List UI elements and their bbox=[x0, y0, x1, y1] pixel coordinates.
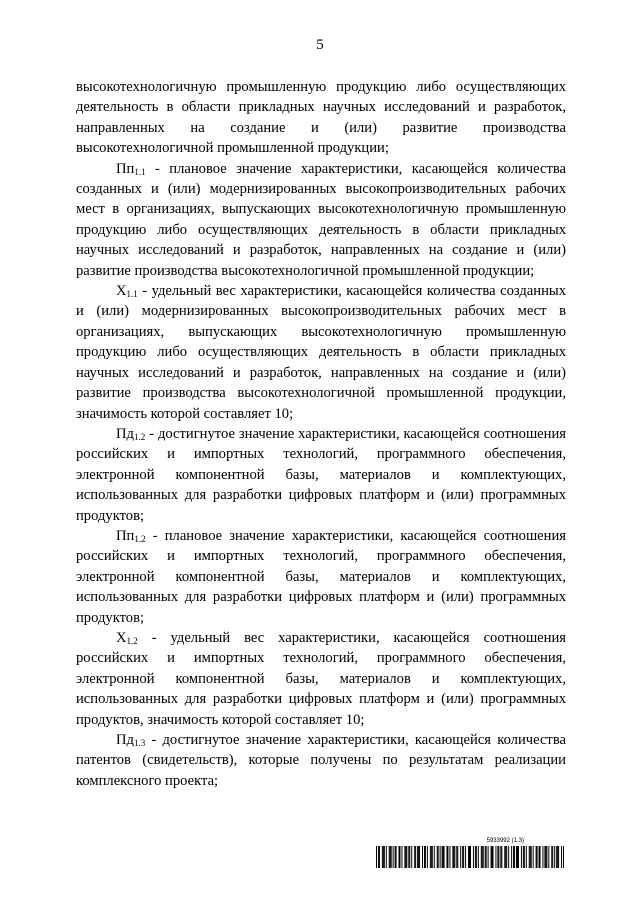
barcode-bar bbox=[393, 846, 394, 868]
barcode-bar bbox=[516, 846, 517, 868]
barcode-bar bbox=[383, 846, 384, 868]
document-body bbox=[76, 77, 566, 791]
barcode-bar bbox=[514, 846, 515, 868]
barcode-bar bbox=[523, 846, 524, 868]
barcode-bar bbox=[440, 846, 441, 868]
barcode-bar bbox=[401, 846, 402, 868]
barcode-bar bbox=[505, 846, 506, 868]
paragraph-text: - плановое значение характеристики, касающейся соотношения российских и импортных технологий, программного обеспечения, электронной компонентной базы, материалов и комплектующих, использованных для разработки цифровых платформ и (или) программных продуктов; bbox=[76, 527, 566, 626]
barcode-bar bbox=[384, 846, 385, 868]
barcode-bar bbox=[424, 846, 425, 868]
barcode-bar bbox=[552, 846, 553, 868]
paragraph bbox=[76, 77, 566, 159]
barcode-bar bbox=[400, 846, 401, 868]
barcode-bar bbox=[558, 846, 559, 868]
barcode-bar bbox=[529, 846, 530, 868]
barcode-bar bbox=[476, 846, 477, 868]
paragraph bbox=[76, 281, 566, 424]
barcode-bar bbox=[414, 846, 415, 868]
barcode-bar bbox=[404, 846, 405, 868]
barcode-bar bbox=[517, 846, 518, 868]
barcode-bar bbox=[454, 846, 455, 868]
barcode-bar bbox=[438, 846, 439, 868]
variable-symbol: Пп bbox=[116, 160, 135, 177]
barcode-bar bbox=[518, 846, 519, 868]
variable-symbol: Х bbox=[116, 629, 127, 646]
barcode-bar bbox=[405, 846, 406, 868]
barcode-bar bbox=[554, 846, 555, 868]
barcode-bar bbox=[431, 846, 432, 868]
paragraph-text: высокотехнологичную промышленную продукцию либо осуществляющих деятельность в области прикладных научных исследований и разработок, направленных на создание и (или) развитие производства высокотехнологичной промышленной продукции; bbox=[76, 79, 566, 157]
barcode-bar bbox=[546, 846, 547, 868]
barcode-bar bbox=[452, 846, 453, 868]
paragraph bbox=[76, 628, 566, 730]
barcode-bar bbox=[500, 846, 501, 868]
barcode-bar bbox=[465, 846, 466, 868]
barcode-bar bbox=[422, 846, 423, 868]
barcode-bar bbox=[544, 846, 545, 868]
variable-subscript: 1.2 bbox=[134, 533, 146, 544]
barcode bbox=[376, 846, 564, 868]
barcode-bar bbox=[563, 846, 564, 868]
barcode-bar bbox=[497, 846, 498, 868]
paragraph-text: - удельный вес характеристики, касающейся соотношения российских и импортных технологий, программного обеспечения, электронной компонентной базы, материалов и комплектующих, использованных для разработки цифровых платформ и (или) программных продуктов, значимость которой составляет 10; bbox=[76, 629, 566, 728]
barcode-bar bbox=[526, 846, 527, 868]
barcode-bar bbox=[437, 846, 438, 868]
paragraph bbox=[76, 730, 566, 791]
barcode-bar bbox=[533, 846, 534, 868]
barcode-bar bbox=[531, 846, 532, 868]
barcode-bar bbox=[378, 846, 379, 868]
variable-subscript: 1.2 bbox=[133, 431, 146, 442]
barcode-bar bbox=[498, 846, 499, 868]
barcode-bar bbox=[501, 846, 502, 868]
barcode-bar bbox=[478, 846, 479, 868]
barcode-bar bbox=[530, 846, 531, 868]
variable-symbol: Х bbox=[116, 283, 127, 300]
paragraph bbox=[76, 159, 566, 281]
paragraph-text: - удельный вес характеристики, касающейся количества созданных и (или) модернизированных высокопроизводительных рабочих мест в организациях, выпускающих высокотехнологичную промышленную продукцию либо осуществляющих деятельность в области прикладных научных исследований и разработок, направленных на создание и (или) развитие производства высокотехнологичной промышленной продукции, значимость которой составляет 10; bbox=[76, 283, 566, 422]
barcode-bar bbox=[391, 846, 392, 868]
barcode-bar bbox=[457, 846, 458, 868]
barcode-bar bbox=[442, 846, 443, 868]
barcode-bar bbox=[475, 846, 476, 868]
barcode-bar bbox=[443, 846, 444, 868]
barcode-bar bbox=[557, 846, 558, 868]
barcode-bar bbox=[488, 846, 489, 868]
barcode-bar bbox=[382, 846, 383, 868]
barcode-caption: 5933992 (1.3) bbox=[486, 838, 524, 844]
barcode-bar bbox=[491, 846, 492, 868]
barcode-bar bbox=[556, 846, 557, 868]
barcode-bar bbox=[513, 846, 514, 868]
barcode-bar bbox=[495, 846, 496, 868]
barcode-bar bbox=[417, 846, 418, 868]
barcode-bar bbox=[508, 846, 509, 868]
barcode-bar bbox=[456, 846, 457, 868]
variable-symbol: Пп bbox=[116, 527, 135, 544]
barcode-bar bbox=[506, 846, 507, 868]
barcode-bar bbox=[548, 846, 549, 868]
page-number: 5 bbox=[316, 37, 324, 53]
barcode-bar bbox=[536, 846, 537, 868]
barcode-bar bbox=[376, 846, 377, 868]
barcode-bar bbox=[493, 846, 494, 868]
barcode-bar bbox=[551, 846, 552, 868]
barcode-bar bbox=[419, 846, 420, 868]
barcode-bar bbox=[504, 846, 505, 868]
barcode-bar bbox=[418, 846, 419, 868]
barcode-bar bbox=[447, 846, 448, 868]
barcode-bar bbox=[389, 846, 390, 868]
barcode-bar bbox=[469, 846, 470, 868]
paragraph-text: - достигнутое значение характеристики, касающейся соотношения российских и импортных технологий, программного обеспечения, электронной компонентной базы, материалов и комплектующих, использованных для разработки цифровых платформ и (или) программных продуктов; bbox=[76, 425, 566, 524]
variable-subscript: 1.2 bbox=[126, 635, 138, 646]
barcode-bar bbox=[492, 846, 493, 868]
barcode-bar bbox=[427, 846, 428, 868]
barcode-bar bbox=[425, 846, 426, 868]
barcode-bar bbox=[561, 846, 562, 868]
barcode-bar bbox=[399, 846, 400, 868]
barcode-bar bbox=[430, 846, 431, 868]
variable-symbol: Пд bbox=[116, 425, 134, 442]
barcode-bar bbox=[521, 846, 522, 868]
barcode-bar bbox=[473, 846, 474, 868]
barcode-bar bbox=[390, 846, 391, 868]
barcode-bar bbox=[468, 846, 469, 868]
barcode-bar bbox=[408, 846, 409, 868]
barcode-bar bbox=[539, 846, 540, 868]
barcode-bar bbox=[415, 846, 416, 868]
barcode-bar bbox=[444, 846, 445, 868]
paragraph bbox=[76, 424, 566, 526]
paragraph bbox=[76, 526, 566, 628]
barcode-bar bbox=[396, 846, 397, 868]
barcode-bar bbox=[486, 846, 487, 868]
variable-subscript: 1.3 bbox=[133, 738, 146, 748]
barcode-bar bbox=[537, 846, 538, 868]
paragraph-text: - достигнутое значение характеристики, касающейся количества патентов (свидетельств), которые получены по результатам реализации комплексного проекта; bbox=[76, 732, 566, 789]
barcode-bar bbox=[447, 846, 448, 868]
barcode-bar bbox=[449, 846, 450, 868]
barcode-block bbox=[376, 838, 564, 868]
barcode-bar bbox=[542, 846, 543, 868]
variable-subscript: 1.1 bbox=[126, 289, 138, 300]
barcode-bar bbox=[453, 846, 454, 868]
barcode-bar bbox=[540, 846, 541, 868]
barcode-bar bbox=[463, 846, 464, 868]
barcode-bar bbox=[411, 846, 412, 868]
barcode-bar bbox=[545, 846, 546, 868]
barcode-bar bbox=[379, 846, 380, 868]
barcode-bar bbox=[406, 846, 407, 868]
barcode-bar bbox=[434, 846, 435, 868]
barcode-bar bbox=[386, 846, 387, 868]
barcode-bar bbox=[409, 846, 410, 868]
barcode-bar bbox=[460, 846, 461, 868]
barcode-bar bbox=[462, 846, 463, 868]
variable-subscript: 1.1 bbox=[134, 166, 146, 177]
barcode-bar bbox=[511, 846, 512, 868]
barcode-bar bbox=[482, 846, 483, 868]
barcode-bar bbox=[432, 846, 433, 868]
barcode-bar bbox=[524, 846, 525, 868]
paragraph-text: - плановое значение характеристики, касающейся количества созданных и (или) модернизированных высокопроизводительных рабочих мест в организациях, выпускающих высокотехнологичную промышленную продукцию либо осуществляющих деятельность в области прикладных научных исследований и разработок, направленных на создание и (или) развитие производства высокотехнологичной промышленной продукции; bbox=[76, 160, 566, 279]
variable-symbol: Пд bbox=[116, 732, 134, 748]
barcode-bar bbox=[470, 846, 471, 868]
barcode-bar bbox=[485, 846, 486, 868]
barcode-bar bbox=[395, 846, 396, 868]
barcode-bar bbox=[481, 846, 482, 868]
barcode-bar bbox=[483, 846, 484, 868]
